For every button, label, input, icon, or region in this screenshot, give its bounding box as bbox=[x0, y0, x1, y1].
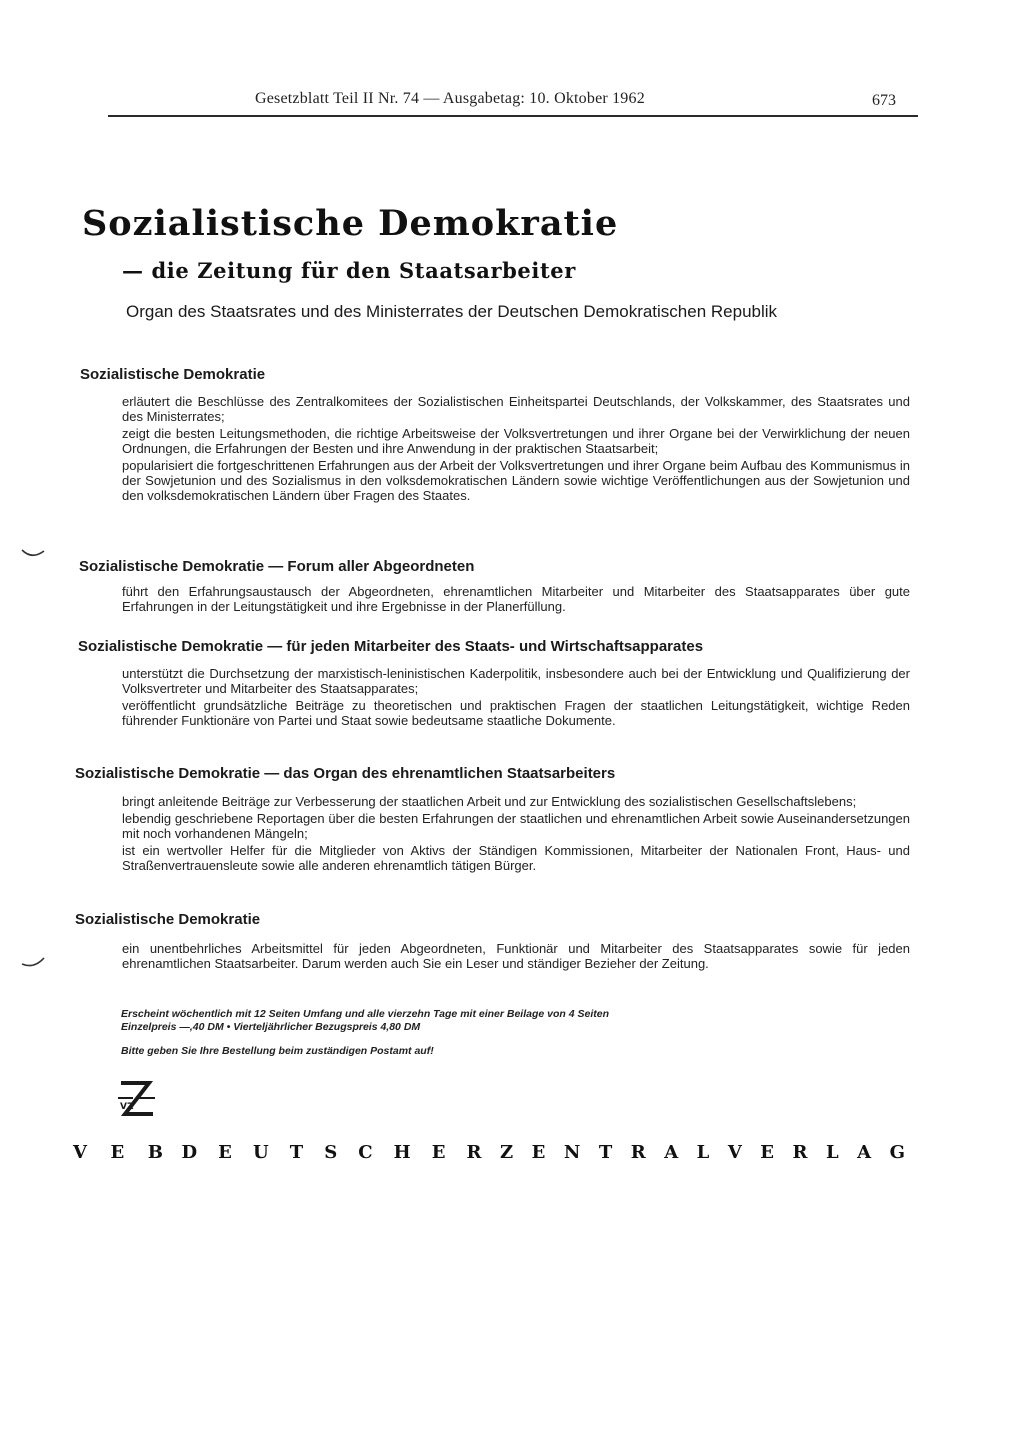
publisher-letter: R bbox=[630, 1142, 646, 1163]
publisher-word-deutscher bbox=[182, 1142, 482, 1163]
header-rule bbox=[108, 115, 918, 117]
publisher-letter: V bbox=[727, 1142, 742, 1163]
publisher-logo-icon bbox=[115, 1080, 157, 1120]
publisher-letter: T bbox=[289, 1142, 304, 1163]
section-1-paragraph: popularisiert die fortgeschrittenen Erfahrungen aus der Arbeit der Volksvertretungen und ihrer Organe beim Aufbau des Kommunismus in der Sowjetunion und des Sozialismus in den volksdemokratischen Ländern sowie wichtige Veröffentlichungen aus der Sowjetunion und den volksdemokratischen Ländern über Fragen des Staates. bbox=[122, 458, 910, 503]
section-5-body bbox=[122, 941, 910, 973]
publisher-letter: A bbox=[857, 1142, 872, 1163]
section-2-paragraph: führt den Erfahrungsaustausch der Abgeordneten, ehrenamtlichen Mitarbeiter und Mitarbeiter des Staatsapparates über gute Erfahrungen in der Leitungstätigkeit und ihre Ergebnisse in der Planerfüllung. bbox=[122, 584, 910, 614]
section-5-paragraph: ein unentbehrliches Arbeitsmittel für jeden Abgeordneten, Funktionär und Mitarbeiter des Staatsapparates sowie für jeden ehrenamtlichen Staatsarbeiter. Darum werden auch Sie ein Leser und ständiger Bezieher der Zeitung. bbox=[122, 941, 910, 971]
publisher-letter: D bbox=[181, 1142, 198, 1163]
ad-organ-line: Organ des Staatsrates und des Ministerrates der Deutschen Demokratischen Republik bbox=[126, 302, 778, 321]
section-5-heading: Sozialistische Demokratie bbox=[75, 911, 261, 928]
publisher-letter: U bbox=[252, 1142, 269, 1163]
section-4-paragraph: ist ein wertvoller Helfer für die Mitglieder von Aktivs der Ständigen Kommissionen, Mitarbeiter der Nationalen Front, Haus- und Straßenvertrauensleute sowie alle anderen ehrenamtlich tätigen Bürger. bbox=[122, 843, 910, 873]
section-3-paragraph: unterstützt die Durchsetzung der marxistisch-leninistischen Kaderpolitik, insbesondere auch bei der Entwicklung und Qualifizierung der Volksvertreter und Mitarbeiter des Staatsapparates; bbox=[122, 666, 910, 696]
margin-tick-icon bbox=[20, 956, 46, 970]
publisher-word-zentralverlag bbox=[500, 1142, 905, 1163]
fine-print-order: Bitte geben Sie Ihre Bestellung beim zuständigen Postamt auf! bbox=[121, 1045, 434, 1057]
section-4-paragraph: bringt anleitende Beiträge zur Verbesserung der staatlichen Arbeit und zur Entwicklung des sozialistischen Gesellschaftslebens; bbox=[122, 794, 857, 809]
section-1-paragraph: erläutert die Beschlüsse des Zentralkomitees der Sozialistischen Einheitspartei Deutschlands, der Volkskammer, des Staatsrates und des Ministerrates; bbox=[122, 394, 910, 424]
publisher-letter: E bbox=[431, 1142, 446, 1163]
publisher-name bbox=[73, 1142, 905, 1163]
publisher-letter: L bbox=[826, 1142, 839, 1163]
publisher-letter: E bbox=[760, 1142, 775, 1163]
fine-print-price: Einzelpreis —,40 DM • Vierteljährlicher Bezugspreis 4,80 DM bbox=[121, 1021, 421, 1033]
publisher-letter: H bbox=[393, 1142, 411, 1163]
publisher-letter: R bbox=[792, 1142, 808, 1163]
page-number: 673 bbox=[872, 92, 896, 109]
margin-mark bbox=[20, 955, 46, 974]
publisher-letter: Z bbox=[500, 1142, 514, 1163]
section-1-body bbox=[122, 394, 910, 505]
ad-subtitle: — die Zeitung für den Staatsarbeiter bbox=[122, 258, 576, 283]
publisher-logo-text: VZ bbox=[120, 1102, 134, 1112]
section-2-body bbox=[122, 584, 910, 616]
publisher-letter: L bbox=[696, 1142, 710, 1163]
section-1-heading: Sozialistische Demokratie bbox=[80, 366, 266, 383]
publisher-letter: B bbox=[147, 1142, 163, 1163]
publisher-letter: N bbox=[563, 1142, 581, 1163]
publisher-letter: E bbox=[218, 1142, 232, 1163]
section-3-body bbox=[122, 666, 910, 730]
section-2-heading: Sozialistische Demokratie — Forum aller Abgeordneten bbox=[79, 558, 475, 575]
section-4-body bbox=[122, 794, 910, 875]
section-3-paragraph: veröffentlicht grundsätzliche Beiträge zu theoretischen und praktischen Fragen der staatlichen Leitungstätigkeit, wichtige Reden führender Funktionäre von Partei und Staat sowie bedeutsame staatliche Dokumente. bbox=[122, 698, 910, 728]
publisher-logo bbox=[115, 1080, 157, 1120]
running-header: Gesetzblatt Teil II Nr. 74 — Ausgabetag: 10. Oktober 1962 bbox=[255, 90, 645, 107]
ad-title: Sozialistische Demokratie bbox=[82, 203, 619, 244]
fine-print-frequency: Erscheint wöchentlich mit 12 Seiten Umfang und alle vierzehn Tage mit einer Beilage von 4 Seiten bbox=[121, 1008, 609, 1020]
publisher-letter: R bbox=[466, 1142, 482, 1163]
publisher-letter: E bbox=[110, 1142, 125, 1163]
publisher-letter: C bbox=[358, 1142, 373, 1163]
section-4-heading: Sozialistische Demokratie — das Organ des ehrenamtlichen Staatsarbeiters bbox=[75, 765, 616, 782]
publisher-letter: E bbox=[531, 1142, 546, 1163]
publisher-letter: T bbox=[598, 1142, 613, 1163]
publisher-letter: V bbox=[73, 1142, 87, 1163]
publisher-letter: A bbox=[664, 1142, 679, 1163]
margin-mark bbox=[20, 545, 46, 566]
margin-tick-icon bbox=[20, 547, 46, 561]
publisher-letter: G bbox=[889, 1142, 905, 1163]
section-4-paragraph: lebendig geschriebene Reportagen über die besten Erfahrungen der staatlichen und ehrenamtlichen Arbeit sowie Auseinandersetzungen mit noch vorhandenen Mängeln; bbox=[122, 811, 910, 841]
publisher-letter: S bbox=[324, 1142, 338, 1163]
publisher-word-veb bbox=[73, 1142, 163, 1163]
section-3-heading: Sozialistische Demokratie — für jeden Mitarbeiter des Staats- und Wirtschaftsapparates bbox=[78, 638, 704, 655]
section-1-paragraph: zeigt die besten Leitungsmethoden, die richtige Arbeitsweise der Volksvertretungen und ihrer Organe bei der Verwirklichung der neuen Ordnungen, die Erfahrungen der Besten und ihre Anwendung in der praktischen Staatsarbeit; bbox=[122, 426, 910, 456]
